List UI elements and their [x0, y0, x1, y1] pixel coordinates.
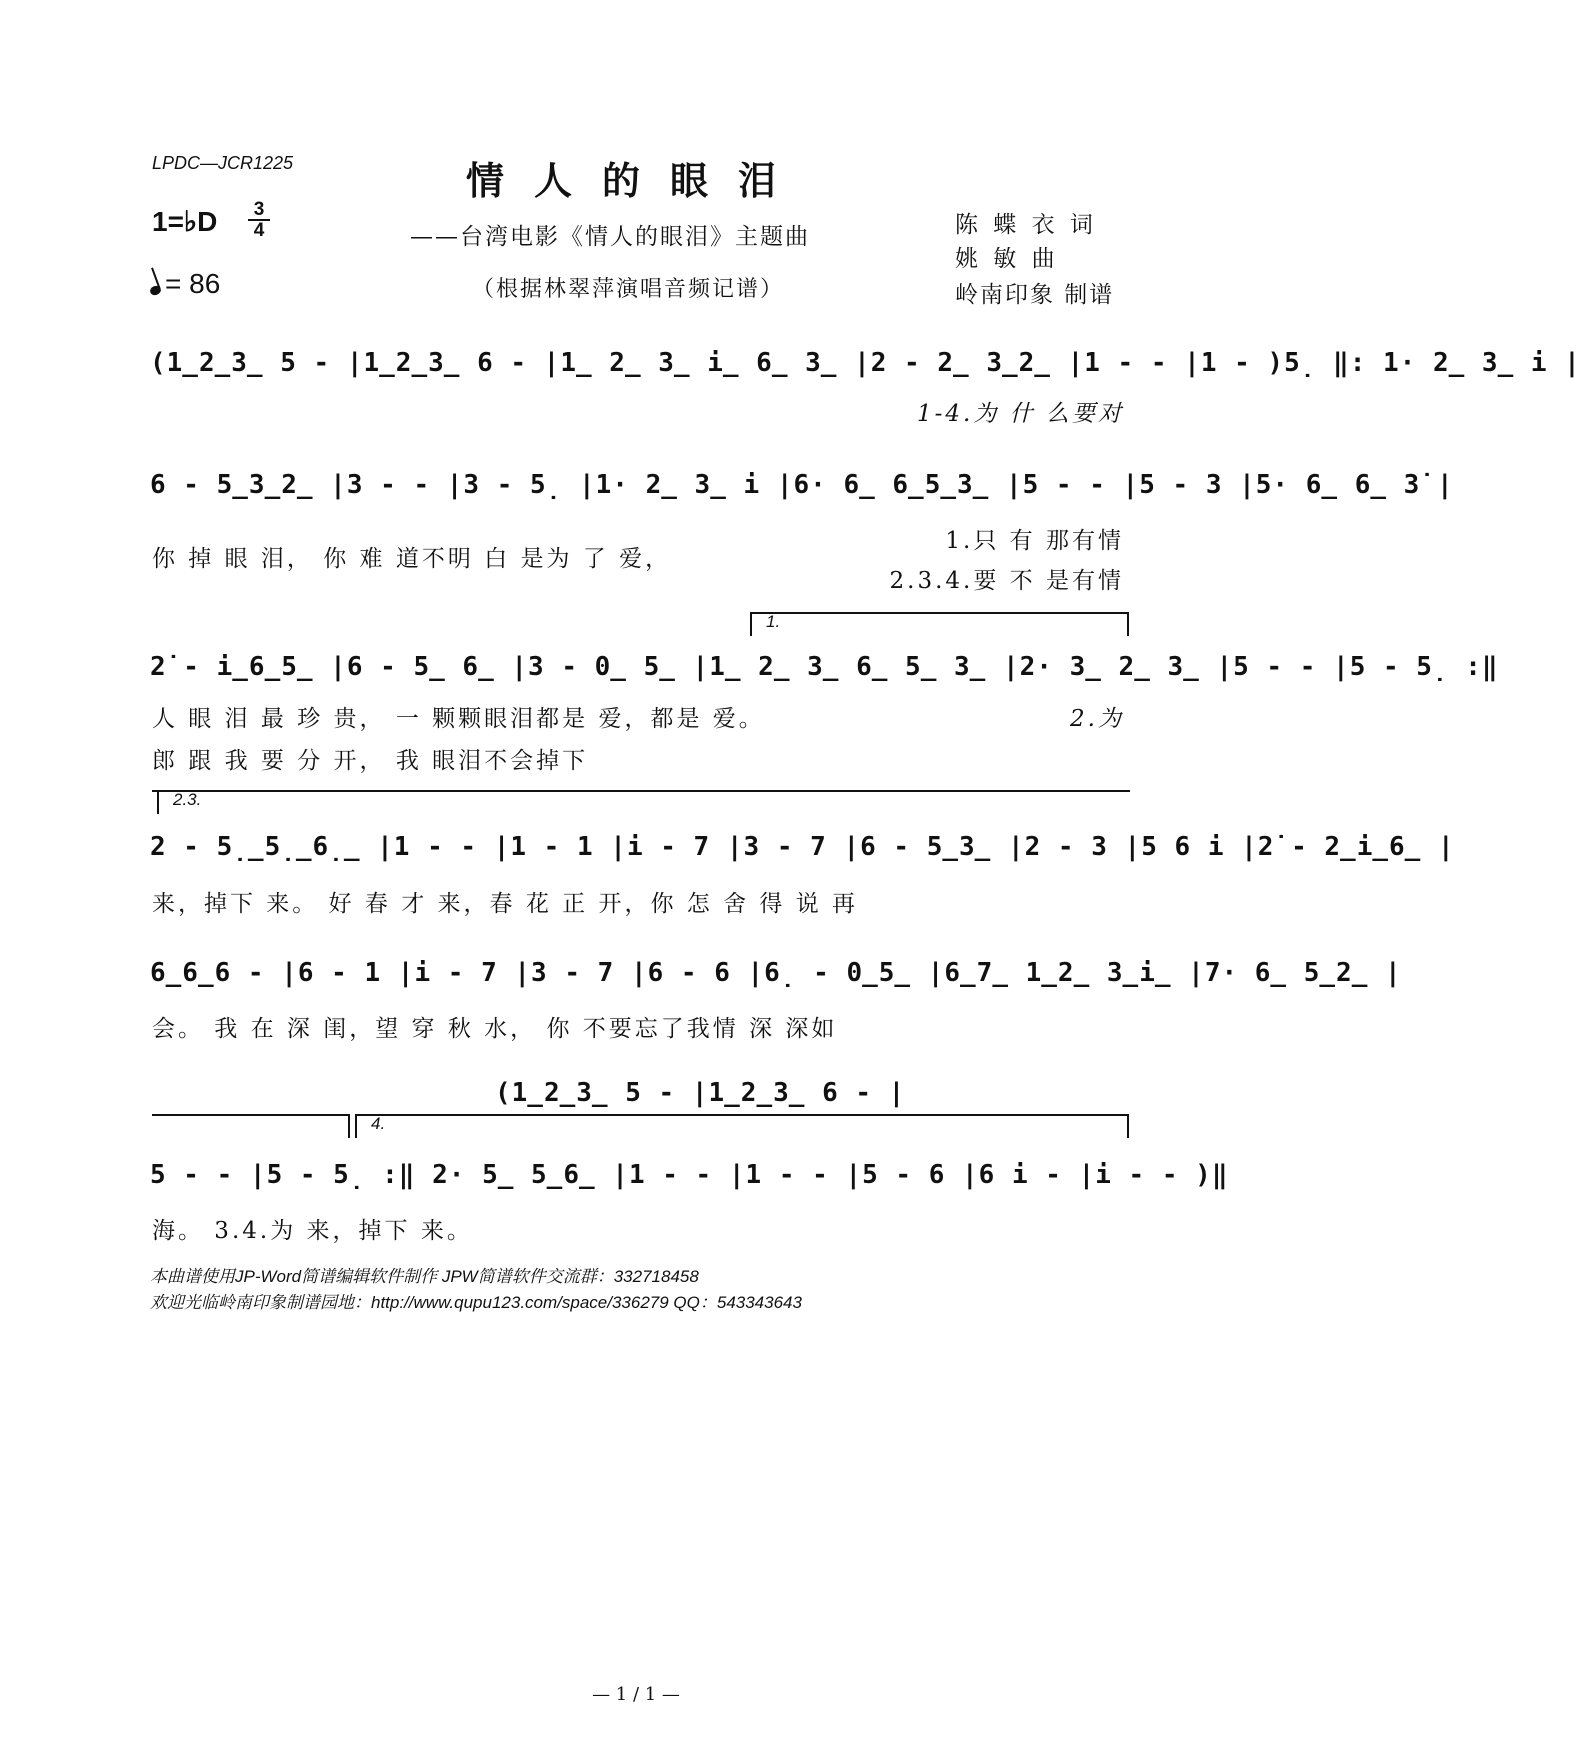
score-row-2: 6 - 5̲3̲2̲ |3 - - |3 - 5̣ |1· 2̲ 3̲ i |6· 6̲ 6̲5̲3̲ |5 - - |5 - 3 |5· 6̲ 6̲ 3̇ |	[150, 470, 1454, 500]
time-signature-top: 3	[253, 199, 265, 220]
volta-4-bracket	[355, 1114, 1129, 1138]
score-row-6-interlude: (1̲2̲3̲ 5 - |1̲2̲3̲ 6 - |	[495, 1078, 906, 1108]
score-row-3: 2̇ - i̲6̲5̲ |6 - 5̲ 6̲ |3 - 0̲ 5̲ |1̲ 2̲ 3̲ 6̲ 5̲ 3̲ |2· 3̲ 2̲ 3̲ |5 - - |5 - 5̣ :‖	[150, 652, 1499, 682]
song-subtitle: ——台湾电影《情人的眼泪》主题曲	[410, 224, 810, 250]
volta-4-label: 4.	[371, 1114, 386, 1133]
lyrics-row-3-a: 人 眼 泪 最 珍 贵， 一 颗颗眼泪都是 爱，都是 爱。	[152, 706, 765, 732]
tempo-marking	[150, 268, 220, 300]
composer-credit: 姚 敏 曲	[955, 246, 1059, 272]
lyricist-credit: 陈 蝶 衣 词	[955, 212, 1097, 238]
lyrics-row-2-verse234: 2.3.4.要 不 是有情	[889, 568, 1124, 594]
lyrics-row-7: 海。 3.4.为 来，掉下 来。	[152, 1218, 473, 1244]
key-signature: 1=♭D	[152, 206, 218, 237]
score-row-1: (1̲2̲3̲ 5 - |1̲2̲3̲ 6 - |1̲ 2̲ 3̲ i̲ 6̲ 3̲ |2 - 2̲ 3̲2̲ |1 - - |1 - )5̣ ‖: 1· 2̲ 3̲ i |	[150, 348, 1581, 378]
volta-23-bracket	[157, 792, 279, 814]
lyrics-row-5: 会。 我 在 深 闺，望 穿 秋 水， 你 不要忘了我情 深 深如	[152, 1016, 838, 1042]
page-number: — 1 / 1 —	[592, 1684, 680, 1705]
lyrics-row-1: 1-4.为 什 么要对	[917, 401, 1124, 427]
volta-1-bracket	[750, 612, 1129, 636]
score-row-4: 2 - 5̣̲5̣̲6̣̲ |1 - - |1 - 1 |i - 7 |3 - 7 |6 - 5̲3̲ |2 - 3 |5 6 i |2̇ - 2̲i̲6̲ |	[150, 832, 1455, 862]
score-row-5: 6̲6̲6 - |6 - 1 |i - 7 |3 - 7 |6 - 6 |6̣ - 0̲5̲ |6̲7̲ 1̲2̲ 3̲i̲ |7· 6̲ 5̲2̲ |	[150, 958, 1402, 988]
lyrics-row-2: 你 掉 眼 泪， 你 难 道不明 白 是为 了 爱，	[152, 546, 672, 572]
footer-website-line: 欢迎光临岭南印象制谱园地：http://www.qupu123.com/space/336279 QQ：543343643	[150, 1293, 802, 1312]
transcription-note: （根据林翠萍演唱音频记谱）	[472, 277, 785, 302]
volta-1-label: 1.	[766, 612, 781, 631]
song-title: 情人的眼泪	[465, 158, 806, 203]
footer-software-line: 本曲谱使用JP-Word简谱编辑软件制作 JPW简谱软件交流群：332718458	[150, 1267, 699, 1286]
quarter-note-icon	[149, 284, 162, 296]
lyrics-row-2-verse1: 1.只 有 那有情	[945, 528, 1124, 554]
arranger-credit: 岭南印象 制谱	[955, 282, 1115, 308]
tempo-value: = 86	[165, 268, 221, 299]
time-signature	[248, 200, 270, 240]
score-code: LPDC—JCR1225	[152, 153, 294, 173]
lyrics-row-3-a-tail: 2.为	[1070, 706, 1124, 732]
volta-end-bracket	[152, 1114, 350, 1138]
score-row-7: 5 - - |5 - 5̣ :‖ 2· 5̲ 5̲6̲ |1 - - |1 - - |5 - 6 |6 i - |i - - )‖	[150, 1160, 1229, 1190]
staff-divider	[152, 790, 1130, 792]
lyrics-row-3-b: 郎 跟 我 要 分 开， 我 眼泪不会掉下	[152, 748, 589, 774]
lyrics-row-4: 来，掉下 来。 好 春 才 来，春 花 正 开，你 怎 舍 得 说 再	[152, 891, 859, 917]
volta-23-label: 2.3.	[173, 790, 202, 809]
time-signature-bottom: 4	[248, 219, 270, 240]
